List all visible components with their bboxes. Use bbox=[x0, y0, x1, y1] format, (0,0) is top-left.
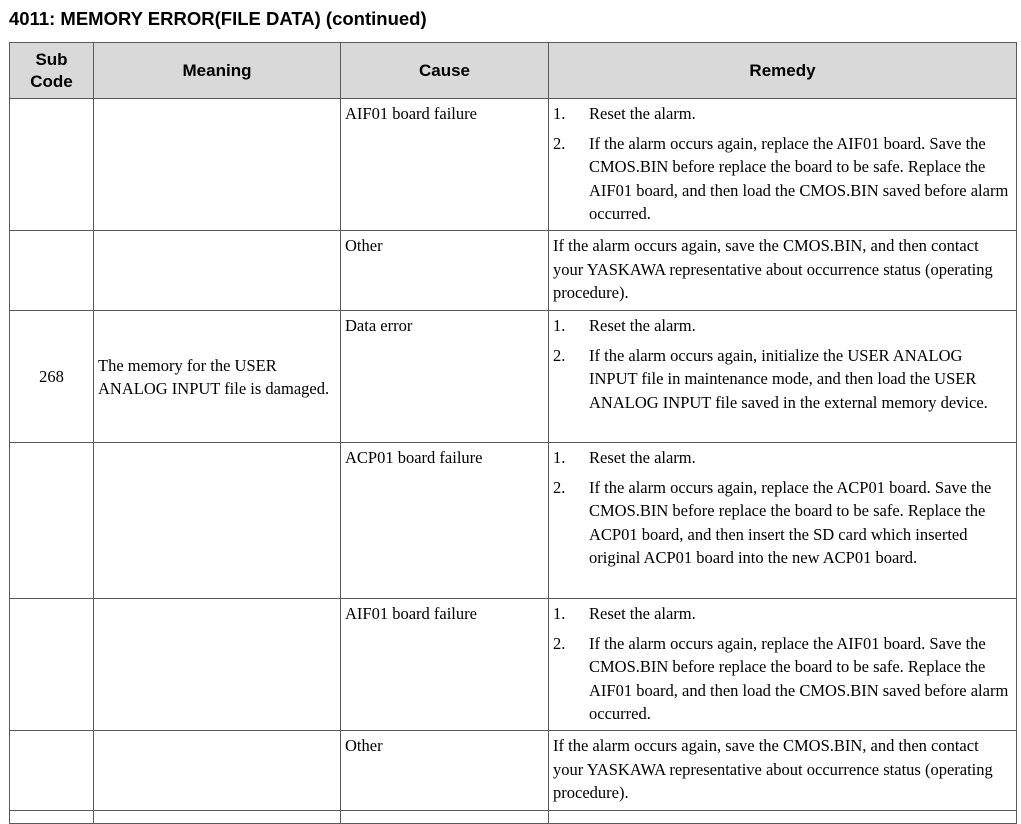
remedy-step bbox=[553, 602, 1012, 626]
remedy-steps bbox=[553, 314, 1012, 414]
empty-cell bbox=[10, 811, 94, 824]
sub-code-cell bbox=[10, 443, 94, 599]
remedy-step bbox=[553, 314, 1012, 338]
table-row bbox=[10, 231, 1017, 311]
step-text: If the alarm occurs again, initialize the USER ANALOG INPUT file in maintenance mode, and then load the USER ANALOG INPUT file saved in the external memory device. bbox=[589, 345, 988, 412]
remedy-steps bbox=[553, 602, 1012, 726]
meaning-cell: The memory for the USER ANALOG INPUT file is damaged. bbox=[94, 311, 341, 443]
table-row bbox=[10, 443, 1017, 599]
remedy-step bbox=[553, 102, 1012, 126]
remedy-step bbox=[553, 446, 1012, 470]
header-meaning: Meaning bbox=[94, 43, 341, 99]
alarm-table bbox=[9, 42, 1017, 824]
step-number: 2. bbox=[553, 477, 566, 497]
step-number: 1. bbox=[553, 448, 566, 467]
sub-code-cell: 268 bbox=[10, 311, 94, 443]
table-row-continued bbox=[10, 811, 1017, 824]
step-number: 1. bbox=[553, 604, 566, 623]
remedy-cell bbox=[549, 99, 1017, 231]
step-text: Reset the alarm. bbox=[589, 604, 696, 623]
remedy-step bbox=[553, 632, 1012, 726]
table-row bbox=[10, 99, 1017, 231]
cause-cell: Other bbox=[341, 231, 549, 311]
empty-cell bbox=[549, 811, 1017, 824]
cause-cell: ACP01 board failure bbox=[341, 443, 549, 599]
meaning-cell bbox=[94, 443, 341, 599]
sub-code-cell bbox=[10, 731, 94, 811]
meaning-cell bbox=[94, 731, 341, 811]
cause-cell: AIF01 board failure bbox=[341, 99, 549, 231]
page-title: 4011: MEMORY ERROR(FILE DATA) (continued) bbox=[9, 8, 427, 29]
cause-cell: AIF01 board failure bbox=[341, 599, 549, 731]
meaning-cell bbox=[94, 599, 341, 731]
header-remedy: Remedy bbox=[549, 43, 1017, 99]
sub-code-cell bbox=[10, 99, 94, 231]
step-number: 2. bbox=[553, 345, 566, 365]
cause-cell: Other bbox=[341, 731, 549, 811]
table-row bbox=[10, 731, 1017, 811]
step-text: Reset the alarm. bbox=[589, 448, 696, 467]
step-text: If the alarm occurs again, replace the AIF01 board. Save the CMOS.BIN before replace the board to be safe. Replace the AIF01 board, and then load the CMOS.BIN saved before alarm occurred. bbox=[589, 133, 1009, 223]
remedy-steps bbox=[553, 102, 1012, 226]
sub-code-cell bbox=[10, 599, 94, 731]
step-text: If the alarm occurs again, replace the ACP01 board. Save the CMOS.BIN before replace the board to be safe. Replace the ACP01 board, and then insert the SD card which inserted original ACP01 board into the new ACP01 board. bbox=[589, 477, 992, 567]
step-text: Reset the alarm. bbox=[589, 104, 696, 123]
step-number: 2. bbox=[553, 133, 566, 153]
empty-cell bbox=[341, 811, 549, 824]
remedy-step bbox=[553, 132, 1012, 226]
remedy-step bbox=[553, 344, 1012, 415]
header-cause: Cause bbox=[341, 43, 549, 99]
step-text: If the alarm occurs again, replace the AIF01 board. Save the CMOS.BIN before replace the board to be safe. Replace the AIF01 board, and then load the CMOS.BIN saved before alarm occurred. bbox=[589, 633, 1009, 723]
remedy-cell: If the alarm occurs again, save the CMOS.BIN, and then contact your YASKAWA representative about occurrence status (operating procedure). bbox=[549, 731, 1017, 811]
remedy-steps bbox=[553, 446, 1012, 570]
table-header-row bbox=[10, 43, 1017, 99]
step-text: Reset the alarm. bbox=[589, 316, 696, 335]
step-number: 1. bbox=[553, 316, 566, 335]
remedy-step bbox=[553, 476, 1012, 570]
header-sub-code: Sub Code bbox=[10, 43, 94, 99]
meaning-cell bbox=[94, 99, 341, 231]
remedy-cell bbox=[549, 311, 1017, 443]
remedy-cell bbox=[549, 443, 1017, 599]
meaning-cell bbox=[94, 231, 341, 311]
table-row bbox=[10, 311, 1017, 443]
remedy-cell: If the alarm occurs again, save the CMOS.BIN, and then contact your YASKAWA representative about occurrence status (operating procedure). bbox=[549, 231, 1017, 311]
empty-cell bbox=[94, 811, 341, 824]
table-row bbox=[10, 599, 1017, 731]
sub-code-cell bbox=[10, 231, 94, 311]
step-number: 1. bbox=[553, 104, 566, 123]
step-number: 2. bbox=[553, 633, 566, 653]
cause-cell: Data error bbox=[341, 311, 549, 443]
remedy-cell bbox=[549, 599, 1017, 731]
